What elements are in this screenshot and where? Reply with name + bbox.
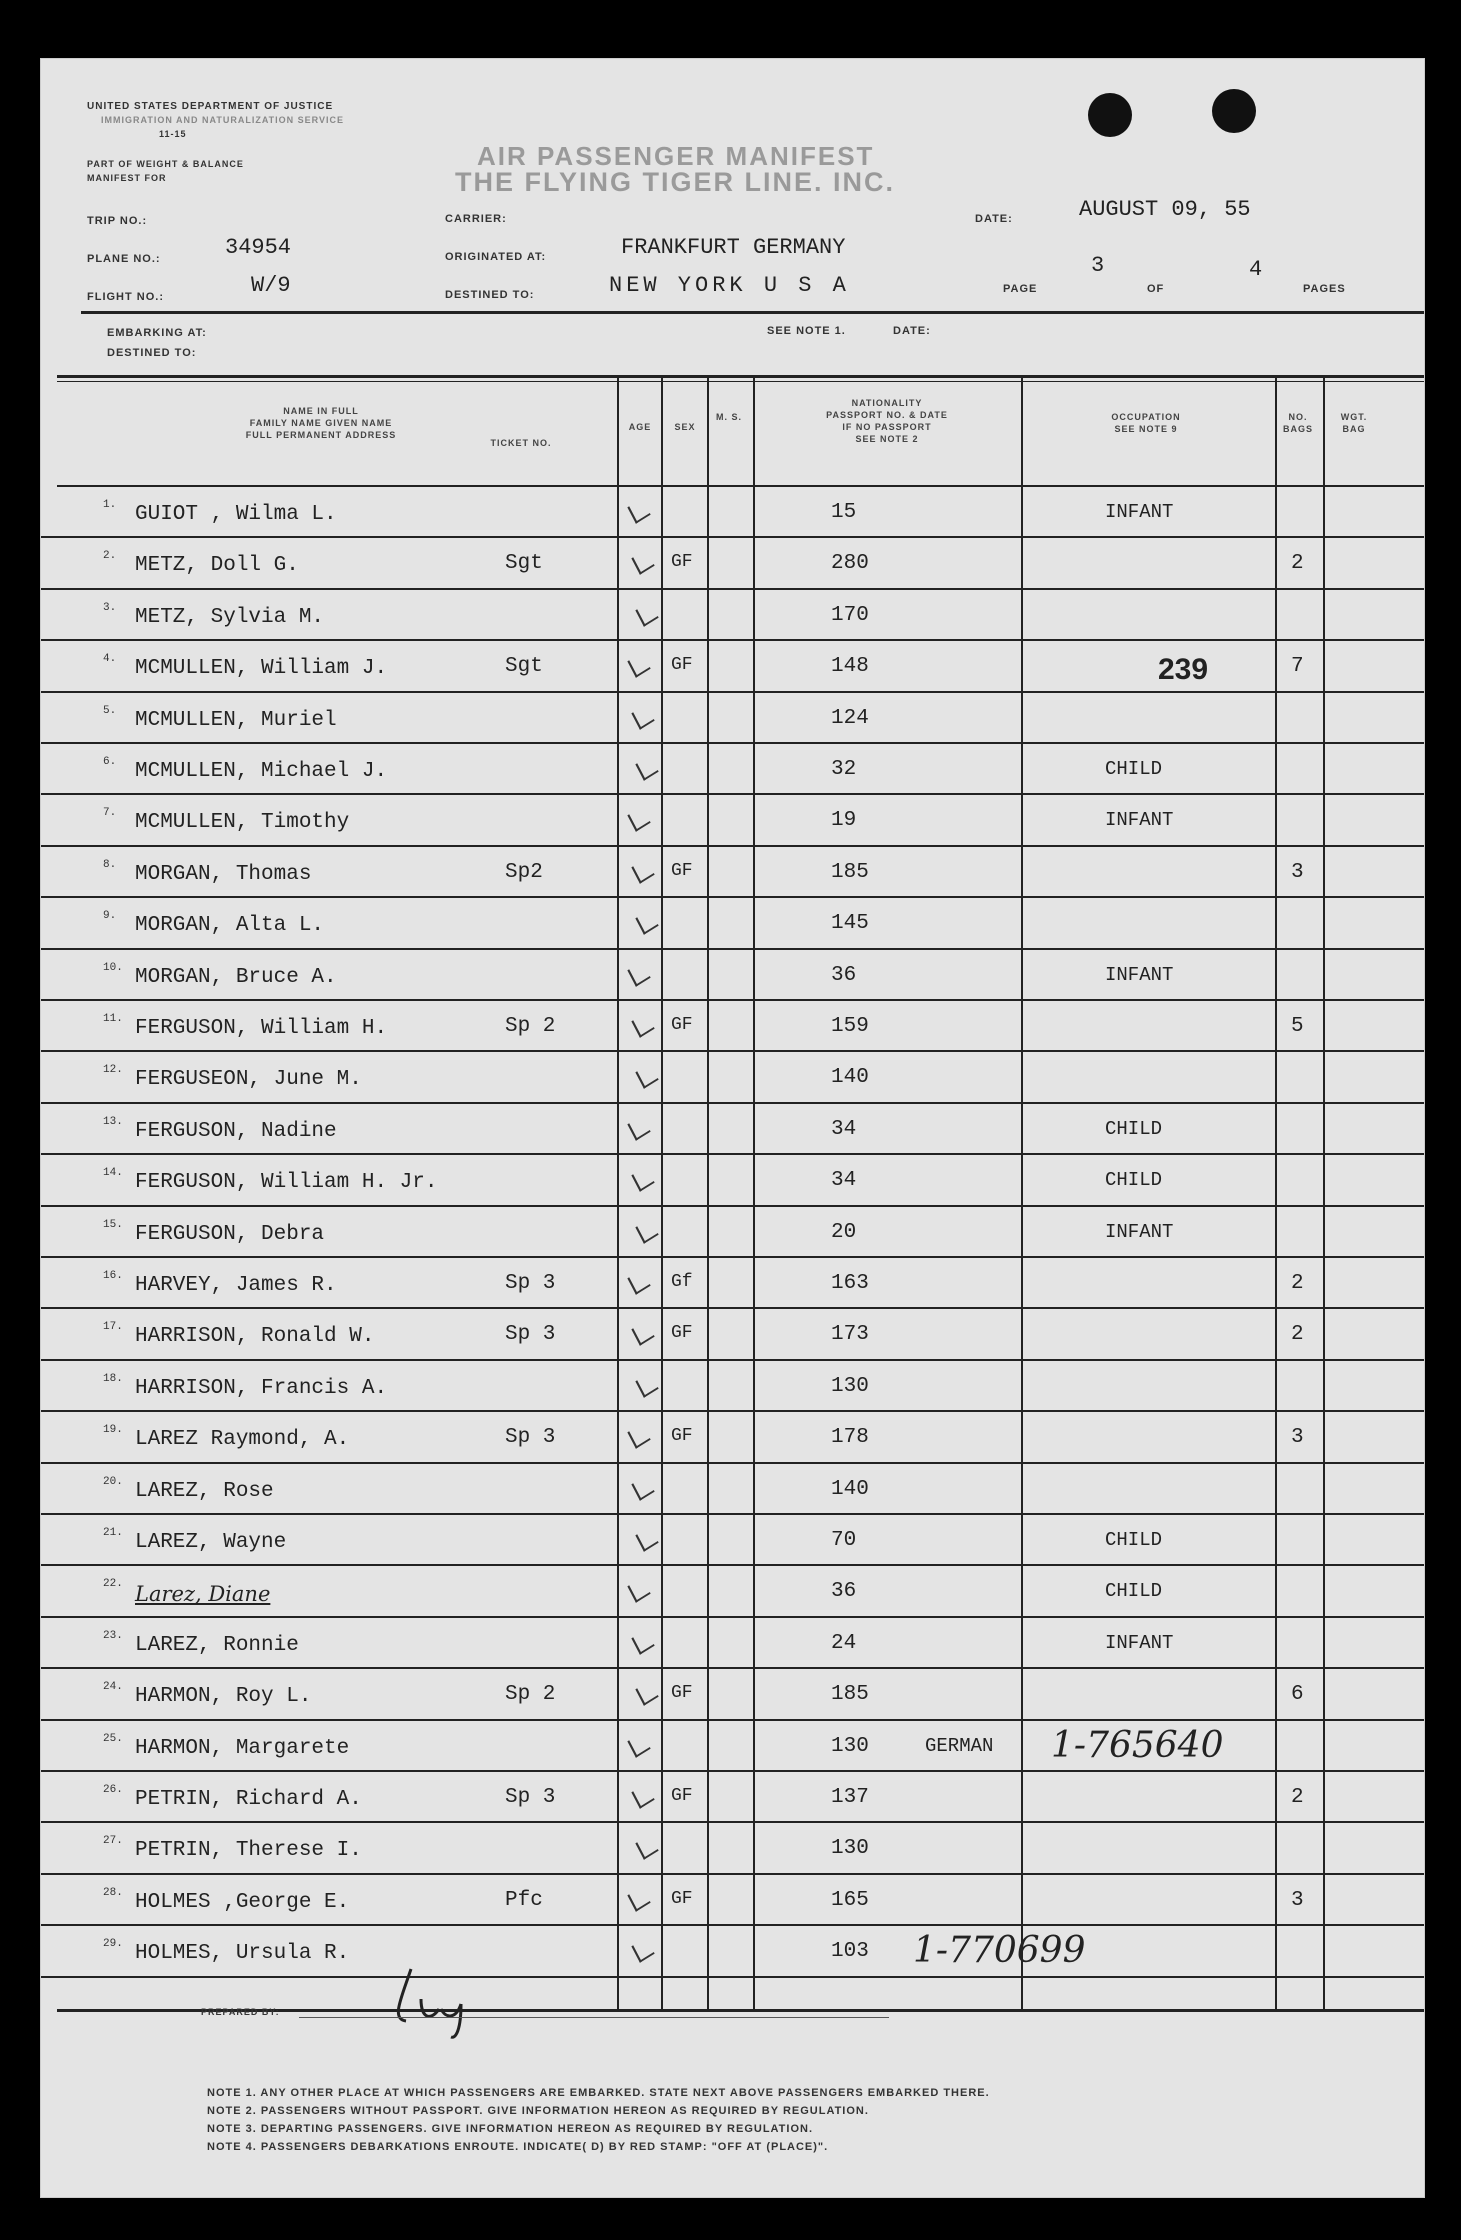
passenger-weight: 34 (831, 1117, 857, 1141)
passenger-bags: 2 (1291, 552, 1304, 576)
row-number: 9. (103, 910, 117, 923)
passenger-name: FERGUSON, Debra (135, 1222, 325, 1246)
agency-line2: IMMIGRATION AND NATURALIZATION SERVICE (101, 115, 344, 125)
passenger-weight: 124 (831, 706, 869, 730)
check-mark-icon (631, 1012, 654, 1038)
check-mark-icon (631, 704, 654, 730)
passenger-name: FERGUSON, William H. (135, 1017, 388, 1040)
check-mark-icon (627, 1269, 650, 1295)
check-mark-icon (631, 858, 654, 884)
check-mark-icon (635, 1835, 658, 1861)
check-mark-icon (635, 1218, 658, 1244)
check-mark-icon (627, 652, 650, 678)
row-number: 7. (103, 807, 117, 820)
passenger-bags: 3 (1291, 1426, 1304, 1450)
passenger-rows (41, 487, 1424, 2007)
check-mark-icon (627, 1578, 650, 1604)
origin-value: FRANKFURT GERMANY (621, 235, 846, 260)
check-mark-icon (635, 1372, 658, 1398)
page-of-value: 4 (1249, 257, 1263, 282)
passenger-rank: Sp 3 (505, 1323, 556, 1347)
table-row (41, 1618, 1424, 1669)
passenger-name: FERGUSON, Nadine (135, 1119, 337, 1143)
signature-icon (361, 1959, 621, 2039)
passenger-weight: 36 (831, 1580, 857, 1604)
note-4: NOTE 4. PASSENGERS DEBARKATIONS ENROUTE. INDICATE( D) BY RED STAMP: "OFF AT (PLACE)". (207, 2141, 829, 2153)
passenger-weight: 34 (831, 1169, 857, 1193)
passenger-bags: 5 (1291, 1015, 1304, 1038)
table-row (41, 1001, 1424, 1052)
passenger-weight: 36 (831, 963, 857, 987)
page-value: 3 (1091, 253, 1105, 278)
prepared-by-line (299, 2017, 889, 2018)
row-number: 25. (103, 1732, 123, 1745)
row-number: 24. (103, 1681, 123, 1694)
title-line2: THE FLYING TIGER LINE. INC. (455, 167, 896, 197)
check-mark-icon (627, 807, 650, 833)
passenger-name: HARRISON, Ronald W. (135, 1325, 375, 1349)
passenger-bags: 3 (1291, 1888, 1304, 1912)
row-number: 6. (103, 756, 117, 768)
passenger-rank: Sp 2 (505, 1015, 556, 1038)
row-number: 23. (103, 1629, 123, 1642)
passenger-name: MORGAN, Alta L. (135, 914, 325, 938)
note-1: NOTE 1. ANY OTHER PLACE AT WHICH PASSENGERS ARE EMBARKED. STATE NEXT ABOVE PASSENGERS EMBARKED THERE. (207, 2087, 990, 2099)
passenger-sex: GF (671, 860, 693, 881)
check-mark-icon (635, 1526, 658, 1552)
of-label: OF (1147, 283, 1165, 295)
check-mark-icon (627, 1886, 650, 1912)
check-mark-icon (635, 601, 658, 627)
table-row (41, 744, 1424, 795)
row-number: 8. (103, 858, 117, 871)
table-row (41, 795, 1424, 846)
passenger-weight: 163 (831, 1272, 869, 1295)
date-label: DATE: (975, 213, 1013, 225)
passenger-weight: 20 (831, 1220, 857, 1244)
table-row (41, 1721, 1424, 1772)
passenger-name: Larez, Diane (135, 1582, 271, 1607)
passenger-name: LAREZ, Rose (135, 1479, 274, 1503)
passenger-occupation: INFANT (1105, 1220, 1174, 1243)
destined-label: DESTINED TO: (445, 289, 535, 301)
passenger-name: HARMON, Roy L. (135, 1685, 312, 1709)
col-occupation-header: OCCUPATION SEE NOTE 9 (1111, 412, 1181, 434)
form-side-line1: PART OF WEIGHT & BALANCE (87, 159, 244, 169)
row-number: 16. (103, 1270, 123, 1282)
handwritten-number: 1-770699 (913, 1930, 1086, 1972)
col-sex-header: SEX (674, 422, 696, 432)
passenger-occupation: CHILD (1105, 1529, 1163, 1551)
passenger-bags: 2 (1291, 1272, 1304, 1295)
passenger-weight: 130 (831, 1374, 869, 1398)
passenger-bags: 3 (1291, 860, 1304, 884)
trip-label: TRIP NO.: (87, 215, 148, 227)
passenger-weight: 185 (831, 860, 869, 884)
table-row (41, 1155, 1424, 1206)
col-nationality-header: NATIONALITY PASSPORT NO. & DATE IF NO PASSPORT SEE NOTE 2 (826, 398, 948, 444)
form-number: 11-15 (159, 129, 187, 139)
check-mark-icon (631, 1629, 654, 1655)
table-row (41, 693, 1424, 744)
row-number: 13. (103, 1115, 123, 1128)
col-wgt-header: WGT. BAG (1340, 412, 1368, 434)
destination-value: NEW YORK U S A (609, 273, 850, 298)
row-number: 11. (103, 1013, 123, 1025)
row-number: 12. (103, 1064, 123, 1077)
col-name-header: NAME IN FULL FAMILY NAME GIVEN NAME FULL PERMANENT ADDRESS (245, 406, 397, 440)
passenger-sex: GF (671, 1015, 693, 1035)
check-mark-icon (631, 1166, 654, 1192)
row-number: 2. (103, 550, 117, 563)
row-number: 10. (103, 961, 123, 974)
passenger-name: METZ, Sylvia M. (135, 605, 325, 629)
passenger-name: LAREZ, Wayne (135, 1531, 287, 1554)
passenger-rank: Pfc (505, 1888, 543, 1912)
row-number: 19. (103, 1424, 123, 1437)
destined-to-label: DESTINED TO: (107, 347, 197, 359)
passenger-name: MCMULLEN, William J. (135, 657, 388, 681)
check-mark-icon (635, 755, 658, 781)
row-rule (41, 1976, 1424, 1978)
passenger-sex: GF (671, 1426, 693, 1447)
passenger-weight: 148 (831, 655, 869, 679)
passenger-sex: GF (671, 1888, 693, 1909)
row-number: 3. (103, 601, 117, 614)
passenger-rank: Sp 3 (505, 1426, 556, 1450)
passenger-occupation: INFANT (1105, 501, 1174, 523)
passenger-occupation: GERMAN (925, 1734, 994, 1757)
date2-label: DATE: (893, 325, 931, 337)
stamp-number: 239 (1158, 653, 1209, 686)
row-number: 20. (103, 1475, 123, 1488)
see-note-label: SEE NOTE 1. (767, 325, 846, 337)
passenger-weight: 130 (831, 1734, 869, 1758)
flight-number: W/9 (251, 273, 291, 298)
handwritten-number: 1-765640 (1051, 1724, 1224, 1766)
passenger-rank: Sp 2 (505, 1683, 556, 1707)
passenger-rank: Sgt (505, 552, 543, 576)
check-mark-icon (627, 498, 650, 524)
flight-label: FLIGHT NO.: (87, 291, 164, 303)
table-row (41, 590, 1424, 641)
check-mark-icon (635, 1064, 658, 1090)
row-number: 22. (103, 1578, 123, 1591)
table-row (41, 538, 1424, 589)
punch-hole (1212, 89, 1256, 133)
table-row (41, 950, 1424, 1001)
row-number: 5. (103, 704, 117, 717)
date-value: AUGUST 09, 55 (1079, 197, 1251, 222)
table-top-rule-thin (57, 381, 1424, 382)
table-row (41, 1207, 1424, 1258)
passenger-rank: Sp2 (505, 860, 543, 884)
passenger-weight: 145 (831, 912, 869, 936)
passenger-name: MCMULLEN, Michael J. (135, 760, 388, 783)
passenger-name: PETRIN, Therese I. (135, 1839, 362, 1863)
check-mark-icon (631, 550, 654, 576)
row-number: 27. (103, 1835, 123, 1848)
title-line1: AIR PASSENGER MANIFEST (477, 141, 875, 171)
passenger-sex: GF (671, 655, 693, 676)
plane-number: 34954 (225, 235, 292, 260)
table-row (41, 1258, 1424, 1309)
check-mark-icon (627, 1423, 650, 1449)
passenger-rank: Sgt (505, 655, 543, 679)
table-row (41, 1875, 1424, 1926)
passenger-weight: 103 (831, 1940, 869, 1964)
table-row (41, 1464, 1424, 1515)
table-row (41, 1412, 1424, 1463)
passenger-sex: GF (671, 1683, 693, 1704)
page-label: PAGE (1003, 283, 1038, 295)
row-number: 4. (103, 653, 117, 666)
table-row (41, 1669, 1424, 1720)
table-top-rule (57, 375, 1424, 378)
row-number: 29. (103, 1938, 123, 1951)
passenger-weight: 178 (831, 1426, 869, 1450)
passenger-name: HARMON, Margarete (135, 1736, 350, 1760)
row-number: 1. (103, 499, 117, 511)
passenger-occupation: INFANT (1105, 809, 1174, 832)
passenger-name: MCMULLEN, Timothy (135, 811, 350, 835)
passenger-occupation: CHILD (1105, 1117, 1163, 1140)
passenger-sex: Gf (671, 1272, 693, 1292)
passenger-name: HARVEY, James R. (135, 1274, 337, 1297)
passenger-rank: Sp 3 (505, 1786, 556, 1809)
passenger-weight: 140 (831, 1066, 869, 1090)
passenger-name: HOLMES, Ursula R. (135, 1942, 350, 1966)
manifest-sheet (40, 58, 1425, 2198)
passenger-weight: 159 (831, 1015, 869, 1038)
table-row (41, 1772, 1424, 1823)
passenger-name: GUIOT , Wilma L. (135, 503, 337, 526)
passenger-weight: 173 (831, 1323, 869, 1347)
pages-label: PAGES (1303, 283, 1346, 295)
passenger-name: HARRISON, Francis A. (135, 1376, 388, 1400)
passenger-sex: GF (671, 1786, 693, 1806)
passenger-weight: 165 (831, 1888, 869, 1912)
passenger-sex: GF (671, 1323, 693, 1344)
passenger-weight: 32 (831, 758, 857, 781)
row-number: 17. (103, 1321, 123, 1334)
passenger-occupation: CHILD (1105, 1169, 1163, 1192)
table-row (41, 487, 1424, 538)
passenger-occupation: INFANT (1105, 1631, 1174, 1654)
row-number: 14. (103, 1167, 123, 1180)
row-number: 18. (103, 1372, 123, 1385)
table-row (41, 1823, 1424, 1874)
passenger-bags: 7 (1291, 655, 1304, 679)
passenger-weight: 137 (831, 1786, 869, 1809)
passenger-bags: 2 (1291, 1786, 1304, 1809)
passenger-name: METZ, Doll G. (135, 554, 299, 578)
table-row (41, 1515, 1424, 1566)
passenger-weight: 170 (831, 603, 869, 627)
row-number: 26. (103, 1784, 123, 1796)
passenger-weight: 280 (831, 552, 869, 576)
check-mark-icon (627, 1115, 650, 1141)
table-row (41, 1361, 1424, 1412)
plane-label: PLANE NO.: (87, 253, 161, 265)
row-number: 28. (103, 1886, 123, 1899)
punch-hole (1088, 93, 1132, 137)
passenger-name: LAREZ, Ronnie (135, 1633, 299, 1657)
check-mark-icon (627, 1732, 650, 1758)
form-side-line2: MANIFEST FOR (87, 173, 167, 183)
passenger-name: FERGUSEON, June M. (135, 1068, 362, 1092)
check-mark-icon (635, 1680, 658, 1706)
passenger-rank: Sp 3 (505, 1272, 556, 1295)
table-row (41, 847, 1424, 898)
passenger-weight: 140 (831, 1477, 869, 1501)
passenger-weight: 130 (831, 1837, 869, 1861)
col-bags-header: NO. BAGS (1282, 412, 1313, 434)
row-number: 21. (103, 1527, 123, 1539)
passenger-name: FERGUSON, William H. Jr. (135, 1171, 438, 1195)
header-rule (81, 311, 1424, 314)
passenger-weight: 70 (831, 1529, 857, 1552)
note-2: NOTE 2. PASSENGERS WITHOUT PASSPORT. GIVE INFORMATION HEREON AS REQUIRED BY REGULATION. (207, 2105, 869, 2117)
check-mark-icon (631, 1475, 654, 1501)
check-mark-icon (631, 1321, 654, 1347)
col-ms-header: M. S. (715, 412, 742, 422)
passenger-name: LAREZ Raymond, A. (135, 1428, 350, 1452)
check-mark-icon (631, 1783, 654, 1809)
passenger-occupation: INFANT (1105, 963, 1174, 986)
passenger-occupation: CHILD (1105, 758, 1163, 780)
passenger-name: HOLMES ,George E. (135, 1890, 350, 1914)
passenger-weight: 15 (831, 501, 857, 524)
passenger-weight: 185 (831, 1683, 869, 1707)
table-row (41, 1926, 1424, 1977)
passenger-weight: 19 (831, 809, 857, 833)
row-number: 15. (103, 1218, 123, 1231)
table-row (41, 1052, 1424, 1103)
carrier-label: CARRIER: (445, 213, 507, 225)
check-mark-icon (631, 1937, 654, 1963)
passenger-sex: GF (671, 552, 693, 573)
table-row (41, 1309, 1424, 1360)
check-mark-icon (627, 961, 650, 987)
passenger-weight: 24 (831, 1631, 857, 1655)
check-mark-icon (635, 909, 658, 935)
originated-label: ORIGINATED AT: (445, 251, 547, 263)
passenger-name: MORGAN, Bruce A. (135, 965, 337, 989)
embarking-label: EMBARKING AT: (107, 327, 207, 339)
table-row (41, 898, 1424, 949)
passenger-bags: 2 (1291, 1323, 1304, 1347)
passenger-name: PETRIN, Richard A. (135, 1788, 362, 1811)
passenger-name: MORGAN, Thomas (135, 862, 312, 886)
prepared-by-label: PREPARED BY: (201, 2007, 280, 2017)
table-row (41, 1104, 1424, 1155)
passenger-name: MCMULLEN, Muriel (135, 708, 337, 732)
agency-line1: UNITED STATES DEPARTMENT OF JUSTICE (87, 101, 334, 112)
table-row (41, 641, 1424, 692)
passenger-bags: 6 (1291, 1683, 1304, 1707)
col-ticket-header: TICKET NO. (490, 438, 552, 448)
col-age-header: AGE (628, 422, 652, 432)
passenger-occupation: CHILD (1105, 1580, 1163, 1603)
table-row (41, 1566, 1424, 1617)
note-3: NOTE 3. DEPARTING PASSENGERS. GIVE INFORMATION HEREON AS REQUIRED BY REGULATION. (207, 2123, 814, 2135)
